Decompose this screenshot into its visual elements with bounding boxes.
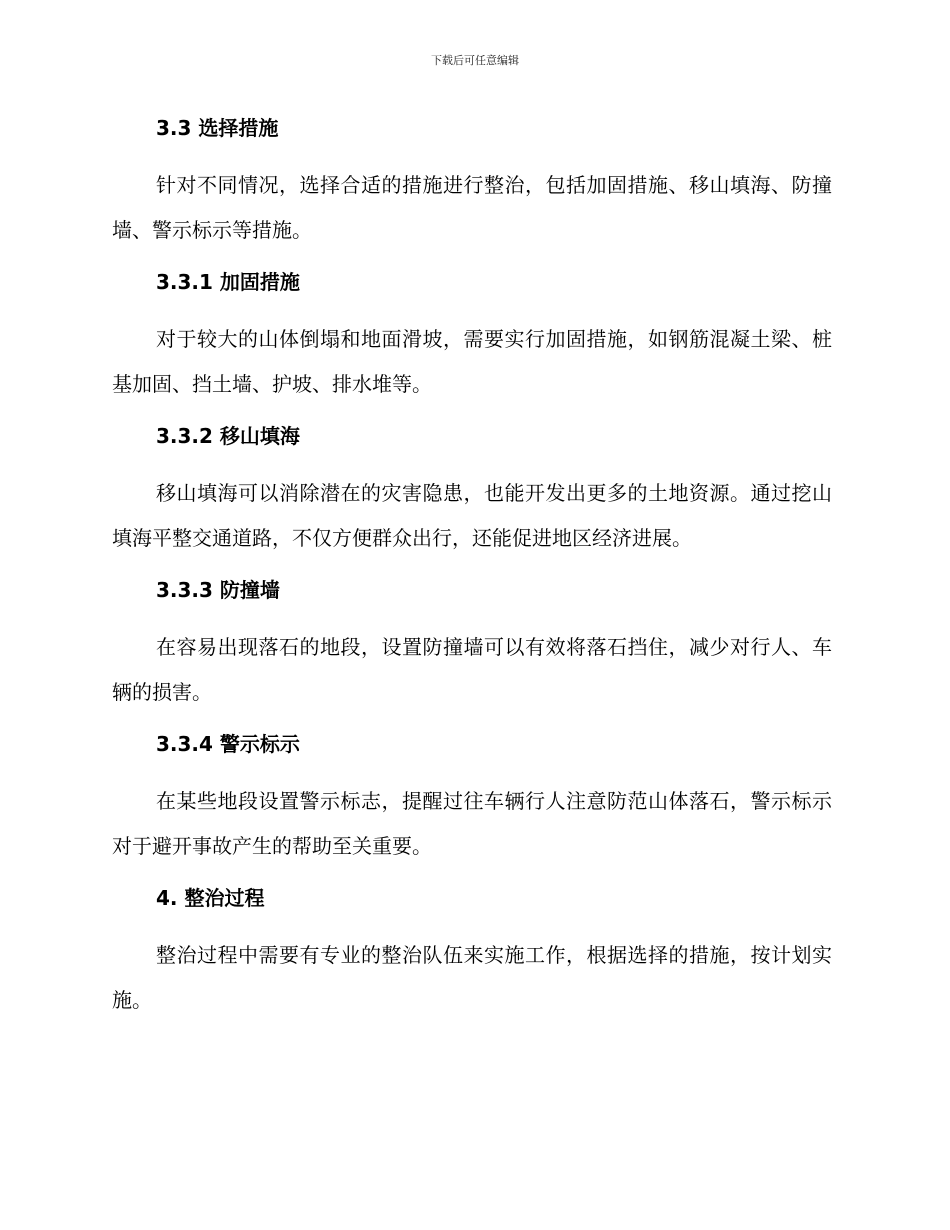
section-paragraph-3-3-2: 移山填海可以消除潜在的灾害隐患，也能开发出更多的土地资源。通过挖山填海平整交通道路，不仅方便群众出行，还能促进地区经济进展。 (112, 481, 832, 550)
section-heading-3-3-1: 3.3.1 加固措施 (156, 270, 300, 294)
section-paragraph-3-3-4: 在某些地段设置警示标志，提醒过往车辆行人注意防范山体落石，警示标示对于避开事故产生的帮助至关重要。 (112, 789, 832, 858)
section-heading-3-3: 3.3 选择措施 (156, 116, 279, 140)
section-heading-3-3-2: 3.3.2 移山填海 (156, 424, 300, 448)
section-paragraph-3-3-1: 对于较大的山体倒塌和地面滑坡，需要实行加固措施，如钢筋混凝土梁、桩基加固、挡土墙、护坡、排水堆等。 (112, 327, 832, 396)
section-paragraph-4: 整治过程中需要有专业的整治队伍来实施工作，根据选择的措施，按计划实施。 (112, 943, 832, 1012)
page-header: 下载后可任意编辑 (431, 54, 519, 67)
section-paragraph-3-3-3: 在容易出现落石的地段，设置防撞墙可以有效将落石挡住，减少对行人、车辆的损害。 (112, 635, 832, 704)
section-paragraph-3-3: 针对不同情况，选择合适的措施进行整治，包括加固措施、移山填海、防撞墙、警示标示等措施。 (112, 173, 832, 242)
section-heading-4: 4. 整治过程 (156, 886, 265, 910)
document-body (112, 110, 832, 1023)
section-heading-3-3-4: 3.3.4 警示标示 (156, 732, 300, 756)
section-heading-3-3-3: 3.3.3 防撞墙 (156, 578, 280, 602)
